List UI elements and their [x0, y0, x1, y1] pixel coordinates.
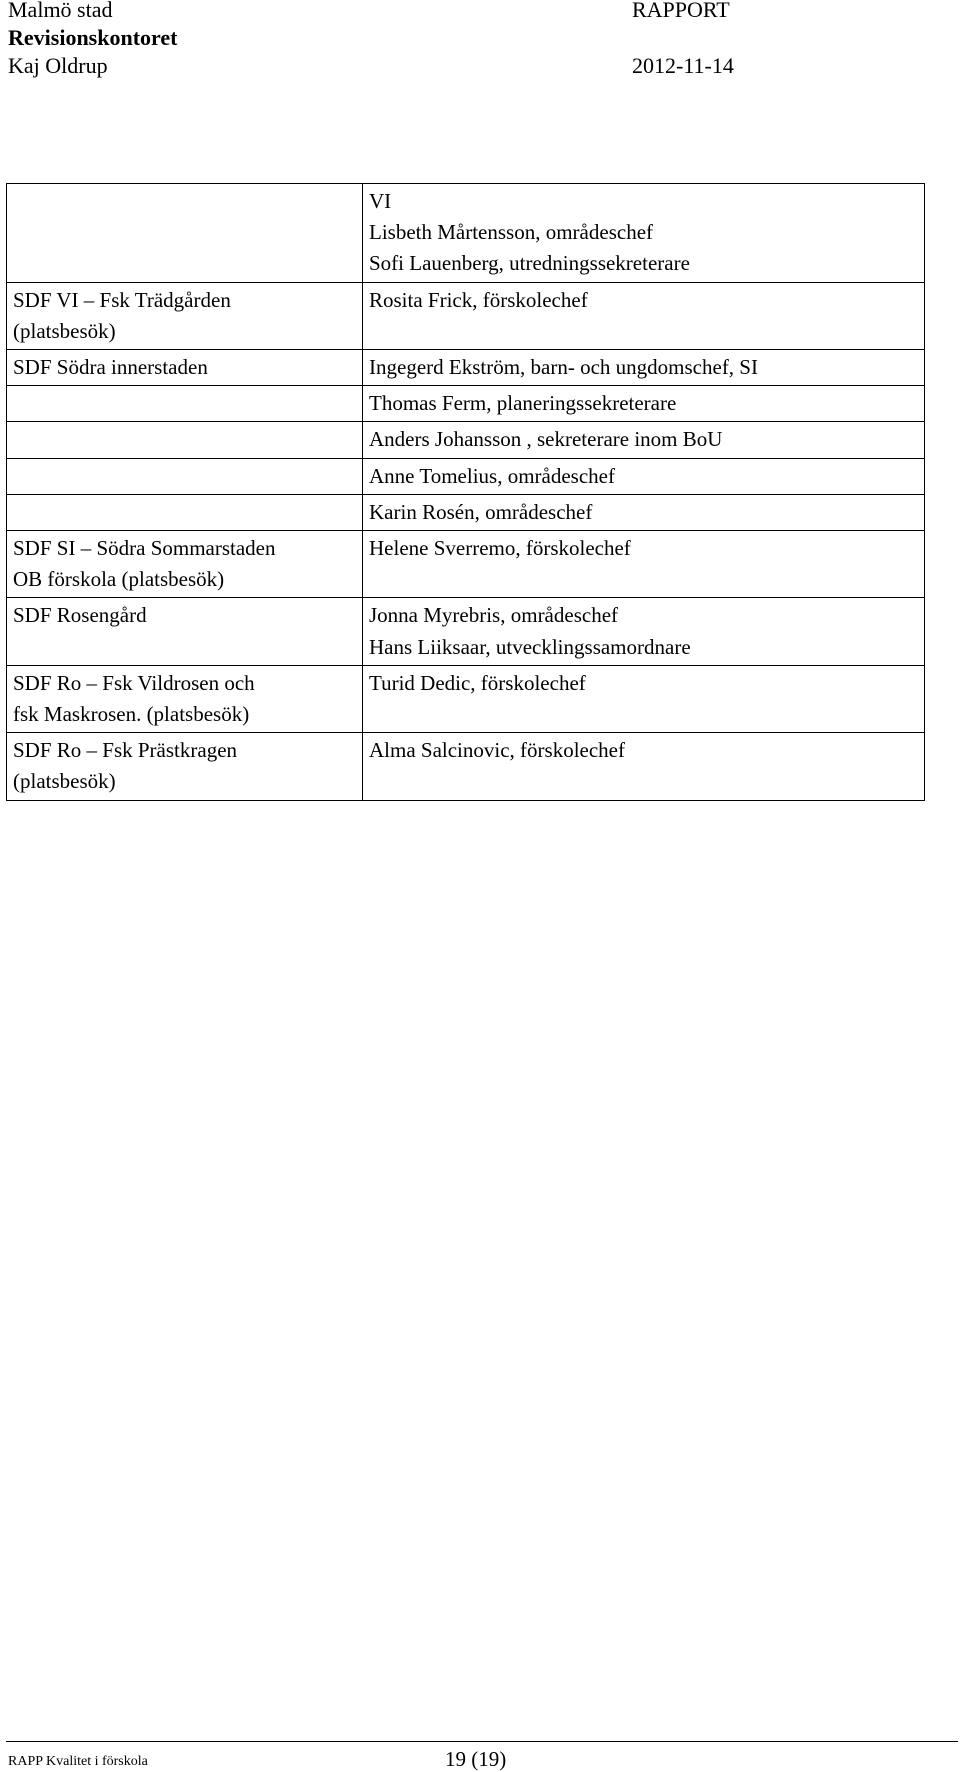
org-cell	[7, 184, 363, 283]
header-office: Revisionskontoret	[8, 25, 178, 50]
person-line	[369, 564, 918, 595]
footer-divider	[6, 1741, 958, 1742]
org-line: SDF Rosengård	[13, 603, 147, 628]
table-row	[7, 282, 925, 349]
org-line: SDF VI – Fsk Trädgården	[13, 287, 231, 312]
header-author: Kaj Oldrup	[8, 53, 108, 78]
person-line: Hans Liiksaar, utvecklingssamordnare	[369, 634, 691, 659]
org-cell	[7, 531, 363, 598]
org-cell	[7, 494, 363, 530]
people-cell	[363, 598, 925, 665]
org-cell	[7, 386, 363, 422]
org-line: SDF Södra innerstaden	[13, 355, 208, 380]
header-date: 2012-11-14	[632, 53, 734, 78]
org-line: SDF Ro – Fsk Vildrosen och	[13, 670, 255, 695]
org-cell	[7, 733, 363, 800]
contacts-table	[6, 183, 925, 801]
contacts-table-body	[7, 184, 925, 801]
org-cell	[7, 350, 363, 386]
people-cell	[363, 184, 925, 283]
header-org: Malmö stad	[8, 0, 113, 22]
table-row	[7, 531, 925, 598]
org-cell	[7, 598, 363, 665]
people-cell	[363, 665, 925, 732]
header-doc-type: RAPPORT	[632, 0, 730, 22]
table-row	[7, 665, 925, 732]
org-line: SDF Ro – Fsk Prästkragen	[13, 738, 238, 763]
org-line: (platsbesök)	[13, 769, 116, 794]
org-line: (platsbesök)	[13, 318, 116, 343]
person-line: Ingegerd Ekström, barn- och ungdomschef, SI	[369, 355, 758, 380]
person-line: Karin Rosén, områdeschef	[369, 499, 593, 524]
org-line	[13, 461, 356, 492]
person-line: Anne Tomelius, områdeschef	[369, 463, 615, 488]
person-line: Lisbeth Mårtensson, områdeschef	[369, 220, 654, 245]
org-cell	[7, 458, 363, 494]
org-cell	[7, 422, 363, 458]
person-line	[369, 766, 918, 797]
table-row	[7, 350, 925, 386]
table-row	[7, 733, 925, 800]
people-cell	[363, 386, 925, 422]
table-row	[7, 494, 925, 530]
footer-page-number: 19 (19)	[445, 1747, 507, 1771]
people-cell	[363, 458, 925, 494]
person-line: Thomas Ferm, planeringssekreterare	[369, 391, 677, 416]
person-line	[369, 316, 918, 347]
footer-report-name: RAPP Kvalitet i förskola	[8, 1754, 148, 1769]
person-line: Jonna Myrebris, områdeschef	[369, 603, 619, 628]
org-line	[13, 424, 356, 455]
org-cell	[7, 282, 363, 349]
person-line: Turid Dedic, förskolechef	[369, 670, 586, 695]
table-row	[7, 386, 925, 422]
people-cell	[363, 350, 925, 386]
table-row	[7, 458, 925, 494]
person-line: Helene Sverremo, förskolechef	[369, 536, 631, 561]
org-cell	[7, 665, 363, 732]
people-cell	[363, 422, 925, 458]
people-cell	[363, 282, 925, 349]
person-line: Anders Johansson , sekreterare inom BoU	[369, 427, 723, 452]
org-line	[13, 186, 356, 217]
person-line: VI	[369, 189, 392, 213]
table-row	[7, 598, 925, 665]
person-line	[369, 699, 918, 730]
org-line	[13, 388, 356, 419]
org-line: fsk Maskrosen. (platsbesök)	[13, 702, 250, 727]
people-cell	[363, 733, 925, 800]
person-line: Alma Salcinovic, förskolechef	[369, 738, 625, 763]
table-row	[7, 184, 925, 283]
org-line: OB förskola (platsbesök)	[13, 567, 225, 592]
person-line: Rosita Frick, förskolechef	[369, 287, 588, 312]
table-row	[7, 422, 925, 458]
org-line	[13, 497, 356, 528]
people-cell	[363, 494, 925, 530]
person-line: Sofi Lauenberg, utredningssekreterare	[369, 251, 690, 276]
people-cell	[363, 531, 925, 598]
org-line: SDF SI – Södra Sommarstaden	[13, 536, 276, 561]
